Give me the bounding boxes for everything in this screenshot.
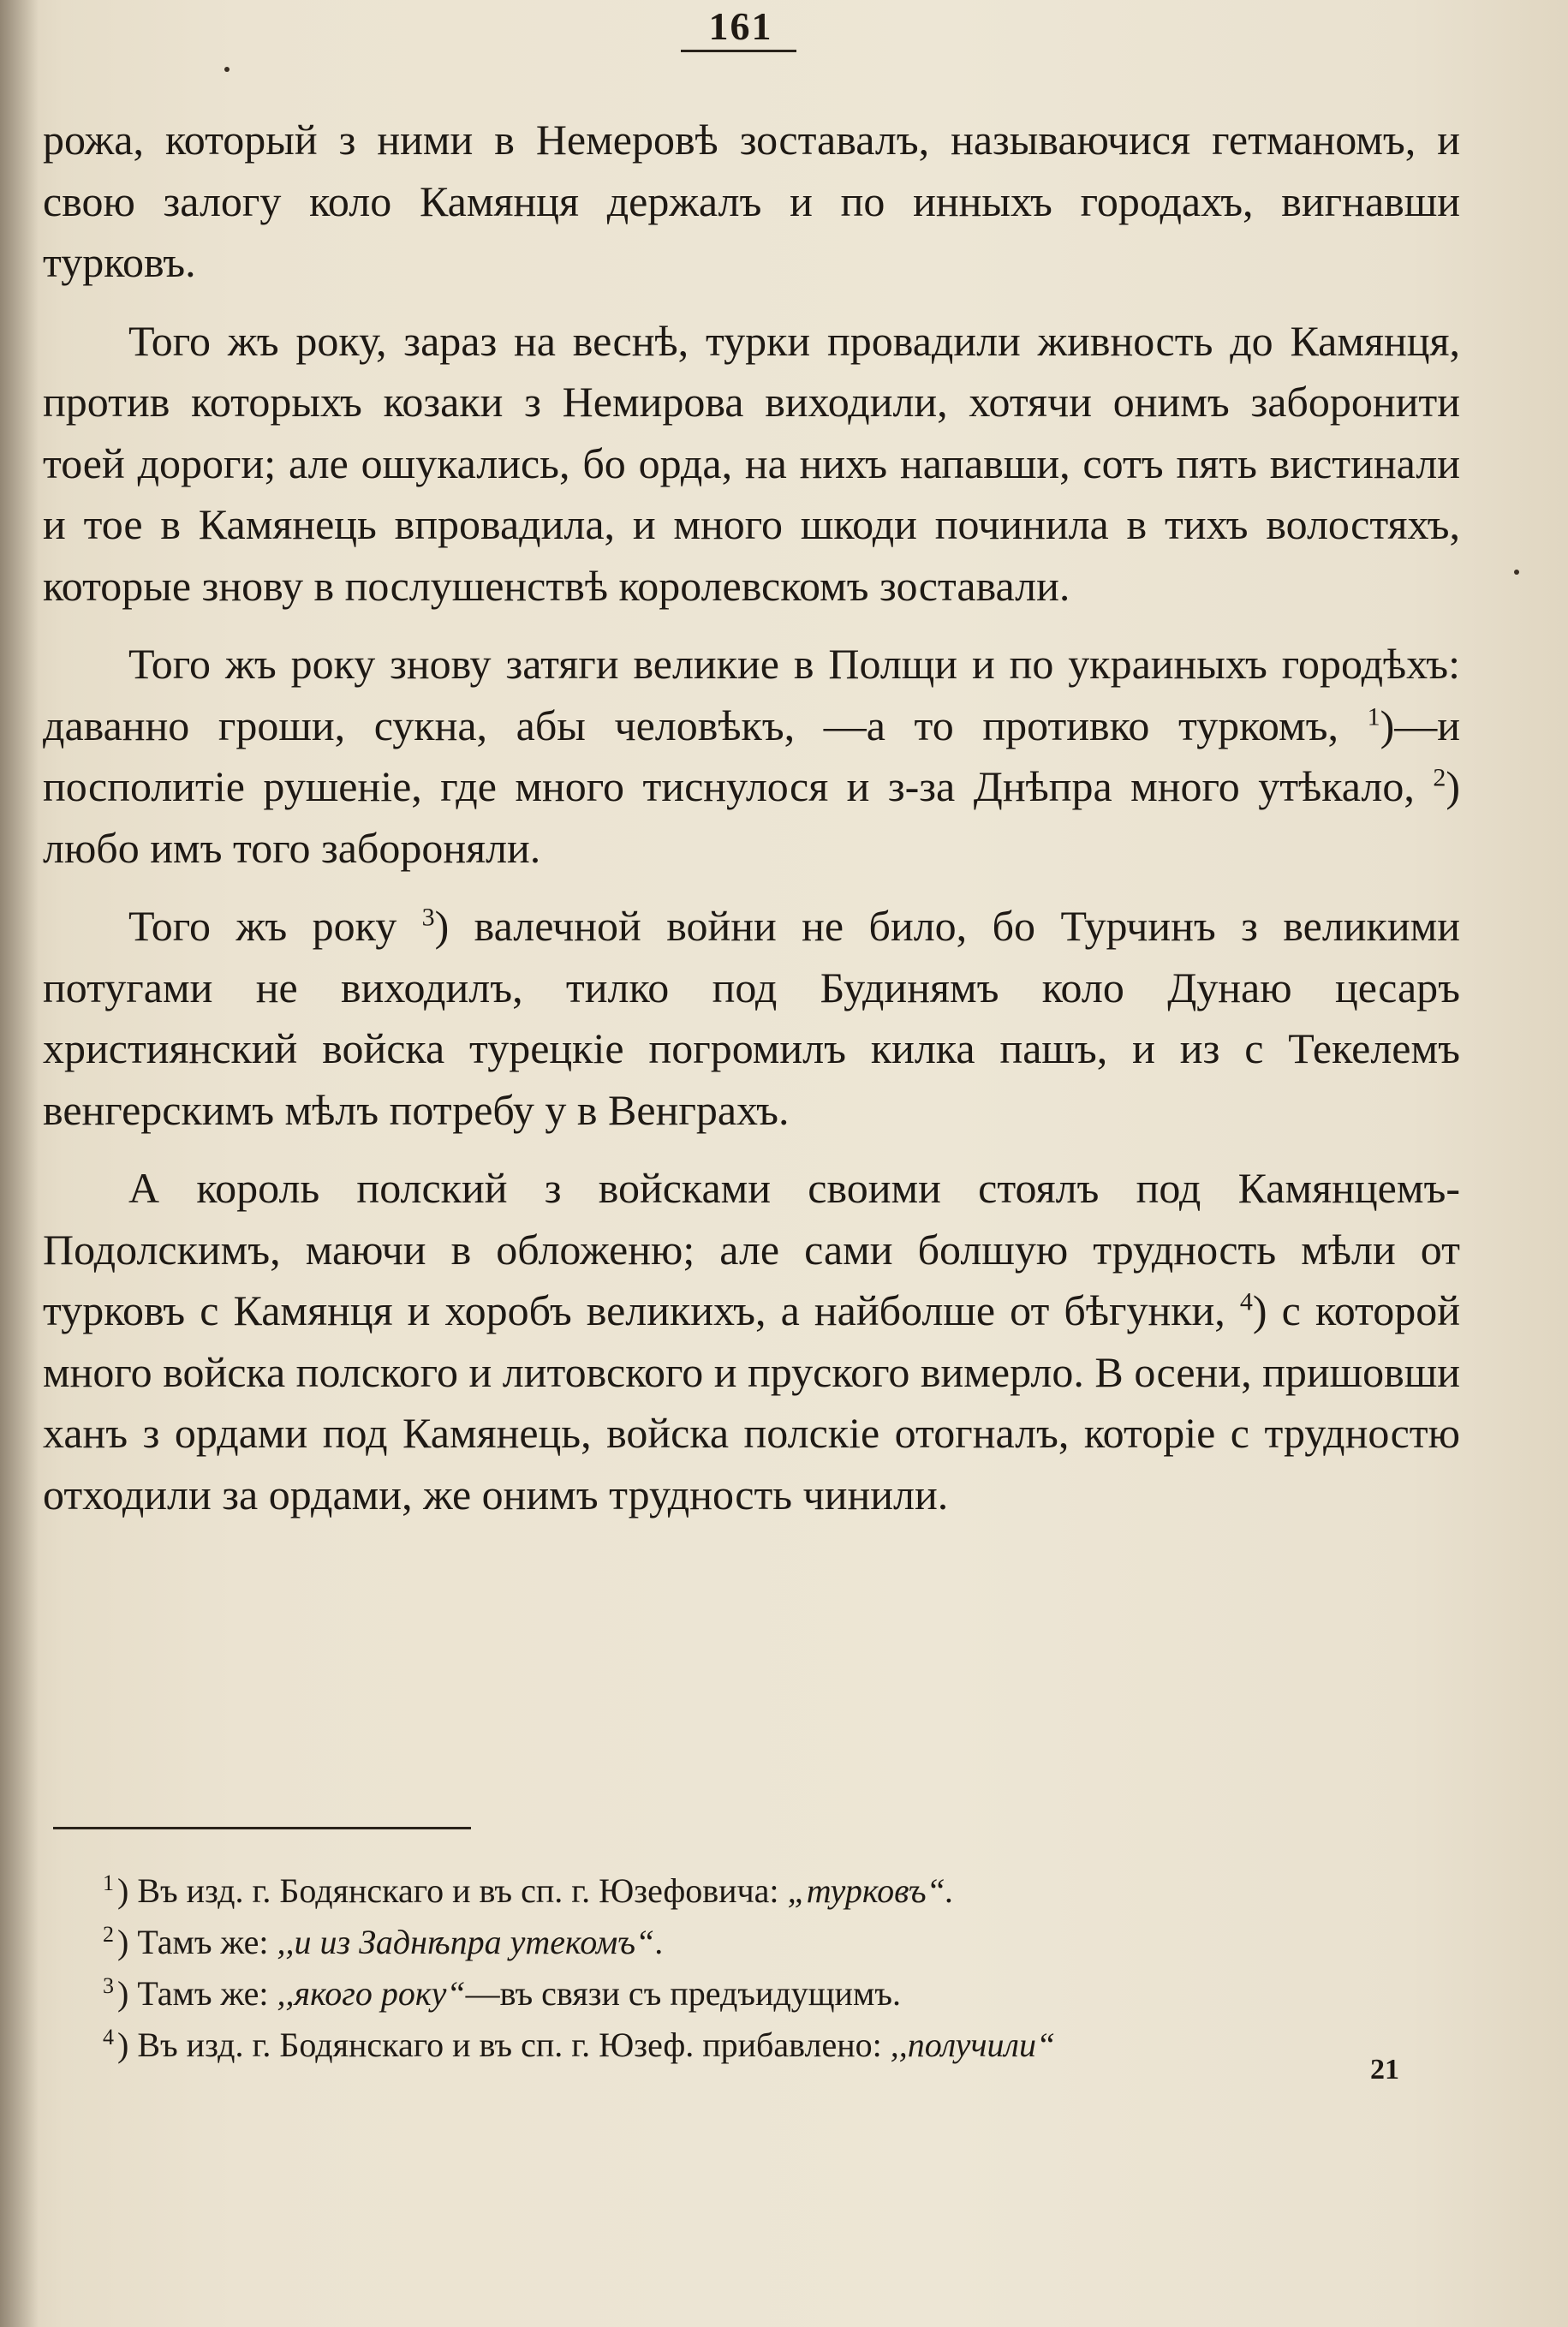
- page-number-rule: [681, 50, 796, 52]
- footnote-text: ) Въ изд. г. Бодянскаго и въ сп. г. Юзеф. прибавлено:: [117, 2026, 891, 2064]
- footnote-rule: [53, 1827, 471, 1829]
- footnotes: [103, 1865, 1473, 2071]
- paragraph-5-text-a: А король полский з войсками своими стоялъ под Камянцемъ-Подолскимъ, маючи в обложеню; але сами болшую трудность мѣли от турковъ с Камянця и хоробъ великихъ, а найболше от бѣгунки,: [43, 1164, 1460, 1334]
- footnote-3: [103, 1968, 1473, 2020]
- footnote-2: [103, 1917, 1473, 1968]
- signature-mark: 21: [1370, 2054, 1399, 2085]
- footnote-ref-3: 3: [421, 903, 435, 932]
- footnote-tail: —въ связи съ предъидущимъ.: [465, 1974, 901, 2013]
- paragraph-5-text-b: ) с которой много войска полского и литовского и пруского вимерло. В осени, пришовши ханъ з ордами под Камянець, войска полскіе отогналъ, которіе с трудностю отходили за ордами, же онимъ трудность чинили.: [43, 1286, 1460, 1519]
- footnote-mark: 3: [103, 1972, 114, 1998]
- footnote-text: ) Въ изд. г. Бодянскаго и въ сп. г. Юзефовича:: [117, 1871, 788, 1910]
- footnote-mark: 4: [103, 2024, 114, 2050]
- paragraph-2-text: Того жъ року, зараз на веснѣ, турки провадили живность до Камянця, против которыхъ козаки з Немирова виходили, хотячи онимъ заборонити тоей дороги; але ошукались, бо орда, на нихъ напавши, сотъ пять вистинали и тое в Камянець впровадила, и много шкоди починила в тихъ волостяхъ, которые знову в послушенствѣ королевскомъ зоставали.: [43, 316, 1460, 610]
- binding-shadow: [0, 0, 39, 2327]
- paragraph-3-text-a: Того жъ року знову затяги великие в Полщи и по украиныхъ городѣхъ: даванно гроши, сукна, абы человѣкъ, —а то противко туркомъ,: [43, 640, 1460, 749]
- paragraph-3-text-b: )—и посполитіе рушеніе, где много тиснулося и з-за Днѣпра много утѣкало,: [43, 701, 1460, 810]
- footnote-mark: 1: [103, 1870, 114, 1895]
- paragraph-4-text-b: ) валечной войни не било, бо Турчинъ з великими потугами не виходилъ, тилко под Будинямъ коло Дунаю цесаръ християнский войска турецкіе погромилъ килка пашъ, и из с Текелемъ венгерскимъ мѣлъ потребу у в Венграхъ.: [43, 902, 1461, 1134]
- main-text: [43, 110, 1460, 1542]
- paper-speck: [1514, 570, 1519, 575]
- footnote-ref-2: 2: [1433, 763, 1446, 792]
- footnote-4: [103, 2020, 1473, 2071]
- footnote-quote: ,,получили“: [890, 2026, 1056, 2064]
- footnote-text: ) Тамъ же:: [117, 1923, 277, 1961]
- paragraph-3-text-c: ) любо имъ того забороняли.: [43, 762, 1460, 872]
- paragraph-4-text-a: Того жъ року: [128, 902, 422, 950]
- footnote-text: ) Тамъ же:: [117, 1974, 277, 2013]
- footnote-mark: 2: [103, 1921, 114, 1947]
- page-number: 161: [708, 4, 773, 48]
- footnote-quote: ,,якого року“: [277, 1974, 466, 2013]
- footnote-quote: „турковъ“.: [787, 1871, 954, 1910]
- footnote-ref-4: 4: [1239, 1287, 1253, 1316]
- paragraph-5: [43, 1158, 1460, 1525]
- paragraph-4: [43, 896, 1460, 1141]
- paper-speck: [224, 67, 230, 72]
- paragraph-3: [43, 634, 1460, 879]
- footnote-tail: .: [654, 1923, 664, 1961]
- footnote-1: [103, 1865, 1473, 1917]
- paragraph-1: [43, 110, 1460, 294]
- paragraph-2: [43, 311, 1460, 618]
- footnote-ref-1: 1: [1367, 701, 1380, 731]
- paragraph-1-text: рожа, который з ними в Немеровѣ зоставалъ, называючися гетманомъ, и свою залогу коло Камянця держалъ и по инныхъ городахъ, вигнавши турковъ.: [43, 116, 1460, 286]
- footnote-quote: ,,и из Заднѣпра утекомъ“: [277, 1923, 655, 1961]
